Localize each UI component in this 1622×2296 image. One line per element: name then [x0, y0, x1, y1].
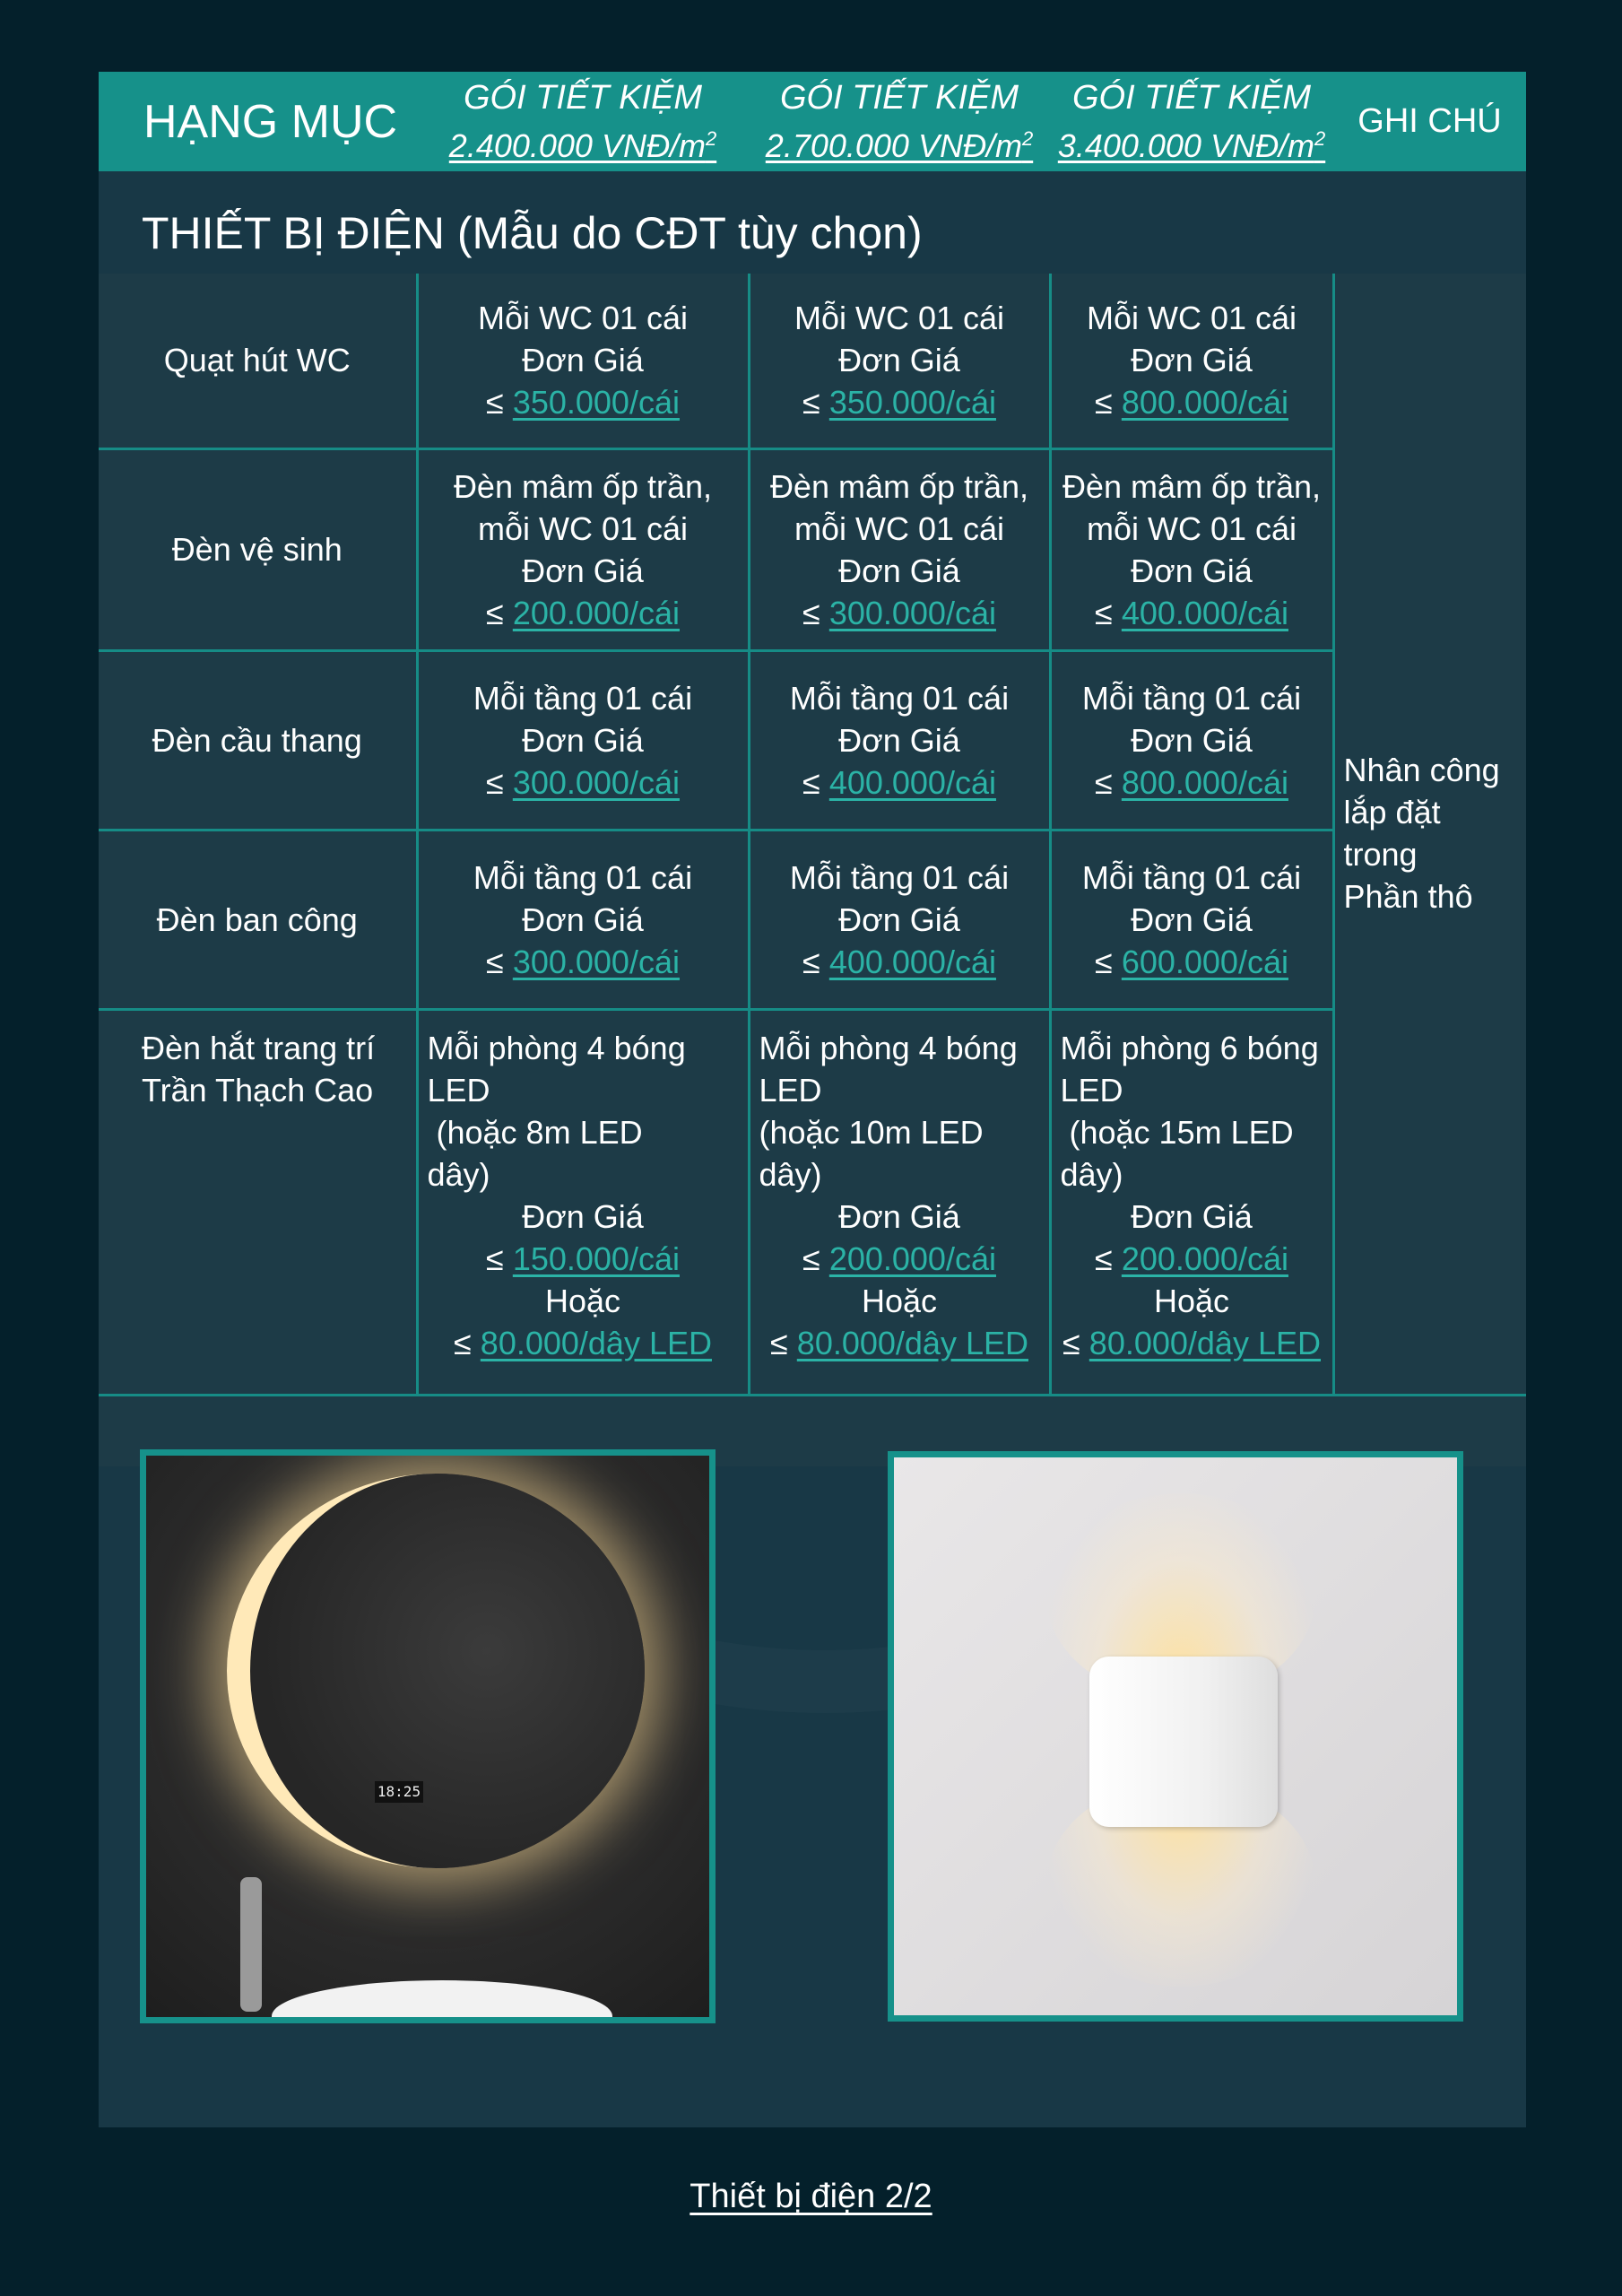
- price-link[interactable]: 200.000/cái: [512, 594, 680, 631]
- package-name: GÓI TIẾT KIỆM: [779, 78, 1019, 117]
- price-cell: Mỗi phòng 6 bóng LED (hoặc 15m LED dây) Đơn Giá ≤ 200.000/cái Hoặc ≤ 80.000/dây LED: [1050, 1009, 1333, 1395]
- price-link[interactable]: 350.000/cái: [828, 384, 996, 422]
- price-link[interactable]: 400.000/cái: [828, 763, 996, 801]
- price-cell: Mỗi WC 01 cái Đơn Giá ≤ 350.000/cái: [417, 274, 749, 448]
- price-link[interactable]: 300.000/cái: [828, 594, 996, 631]
- price-cell: Mỗi phòng 4 bóng LED (hoặc 8m LED dây) Đơn Giá ≤ 150.000/cái Hoặc ≤ 80.000/dây LED: [417, 1009, 749, 1395]
- faucet: [240, 1877, 262, 2012]
- package-price: 2.400.000 VNĐ/$m^2$: [448, 126, 717, 164]
- price-link[interactable]: 300.000/cái: [512, 943, 680, 980]
- price-link[interactable]: 150.000/cái: [512, 1239, 680, 1277]
- header-category: HẠNG MỤC: [143, 95, 398, 148]
- price-cell: Mỗi WC 01 cái Đơn Giá ≤ 800.000/cái: [1050, 274, 1333, 448]
- wall-lamp-photo: [888, 1451, 1463, 2022]
- price-cell: Mỗi tầng 01 cái Đơn Giá ≤ 300.000/cái: [417, 830, 749, 1009]
- table-row: [99, 1009, 1526, 1395]
- price-link[interactable]: 400.000/cái: [1121, 594, 1288, 631]
- price-cell: Đèn mâm ốp trần, mỗi WC 01 cái Đơn Giá ≤ 200.000/cái: [417, 448, 749, 650]
- row-category: Đèn ban công: [99, 830, 417, 1009]
- led-mirror-photo: [140, 1449, 716, 2023]
- price-link[interactable]: 800.000/cái: [1121, 763, 1288, 801]
- price-link[interactable]: 400.000/cái: [828, 943, 996, 980]
- table-row: [99, 448, 1526, 650]
- row-category: Đèn vệ sinh: [99, 448, 417, 650]
- wash-basin: [272, 1980, 612, 2023]
- price-cell: Mỗi tầng 01 cái Đơn Giá ≤ 400.000/cái: [749, 830, 1050, 1009]
- mirror-clock-display: 18:25: [375, 1781, 423, 1803]
- price-link[interactable]: 200.000/cái: [1121, 1239, 1288, 1277]
- price-link[interactable]: 350.000/cái: [512, 384, 680, 422]
- section-title: THIẾT BỊ ĐIỆN (Mẫu do CĐT tùy chọn): [142, 208, 923, 258]
- price-sheet: [99, 72, 1526, 2127]
- price-link[interactable]: 80.000/dây LED: [480, 1324, 712, 1361]
- row-category: Quạt hút WC: [99, 274, 417, 448]
- price-cell: Đèn mâm ốp trần, mỗi WC 01 cái Đơn Giá ≤ 300.000/cái: [749, 448, 1050, 650]
- table-header: [99, 72, 1526, 171]
- round-led-mirror: [227, 1474, 645, 1868]
- price-cell: Mỗi phòng 4 bóng LED (hoặc 10m LED dây) Đơn Giá ≤ 200.000/cái Hoặc ≤ 80.000/dây LED: [749, 1009, 1050, 1395]
- wall-lamp: [1089, 1657, 1278, 1827]
- package-price: 2.700.000 VNĐ/$m^2$: [765, 126, 1034, 164]
- price-link[interactable]: 200.000/cái: [828, 1239, 996, 1277]
- table-row: [99, 650, 1526, 830]
- header-package-2: [749, 77, 1050, 167]
- price-table: [99, 274, 1526, 1396]
- price-cell: Mỗi tầng 01 cái Đơn Giá ≤ 600.000/cái: [1050, 830, 1333, 1009]
- price-cell: Mỗi tầng 01 cái Đơn Giá ≤ 800.000/cái: [1050, 650, 1333, 830]
- price-cell: Đèn mâm ốp trần, mỗi WC 01 cái Đơn Giá ≤ 400.000/cái: [1050, 448, 1333, 650]
- package-price: 3.400.000 VNĐ/$m^2$: [1057, 126, 1326, 164]
- page-footer[interactable]: Thiết bị điện 2/2: [690, 2178, 932, 2215]
- header-package-3: [1050, 77, 1333, 167]
- price-link[interactable]: 600.000/cái: [1121, 943, 1288, 980]
- table-row: [99, 274, 1526, 448]
- price-cell: Mỗi tầng 01 cái Đơn Giá ≤ 400.000/cái: [749, 650, 1050, 830]
- price-link[interactable]: 300.000/cái: [512, 763, 680, 801]
- package-name: GÓI TIẾT KIỆM: [1071, 78, 1312, 117]
- row-category: Đèn cầu thang: [99, 650, 417, 830]
- price-link[interactable]: 800.000/cái: [1121, 384, 1288, 422]
- price-cell: Mỗi tầng 01 cái Đơn Giá ≤ 300.000/cái: [417, 650, 749, 830]
- table-row: [99, 830, 1526, 1009]
- row-category: Đèn hắt trang trí Trần Thạch Cao: [99, 1009, 417, 1395]
- price-cell: Mỗi WC 01 cái Đơn Giá ≤ 350.000/cái: [749, 274, 1050, 448]
- price-link[interactable]: 80.000/dây LED: [796, 1324, 1028, 1361]
- package-name: GÓI TIẾT KIỆM: [463, 78, 703, 117]
- header-package-1: [417, 77, 749, 167]
- price-link[interactable]: 80.000/dây LED: [1089, 1324, 1321, 1361]
- note-cell: Nhân công lắp đặt trong Phần thô: [1333, 274, 1526, 1395]
- header-note: GHI CHÚ: [1357, 102, 1502, 140]
